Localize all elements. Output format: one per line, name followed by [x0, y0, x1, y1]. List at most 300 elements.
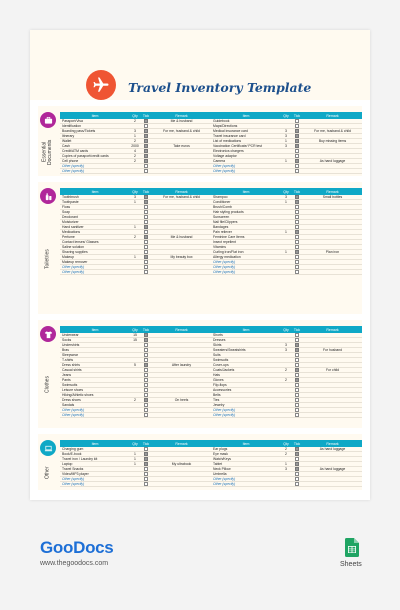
item-remark[interactable]: [303, 144, 362, 148]
item-remark[interactable]: [152, 393, 211, 397]
tick-checkbox[interactable]: [144, 398, 148, 402]
item-remark[interactable]: Small bottles: [322, 195, 343, 199]
item-qty[interactable]: [130, 210, 140, 214]
tick-checkbox[interactable]: [295, 398, 299, 402]
item-qty[interactable]: 1: [134, 457, 136, 461]
tick-checkbox[interactable]: [144, 144, 148, 148]
tick-checkbox[interactable]: [144, 195, 148, 199]
tick-checkbox[interactable]: [295, 154, 299, 158]
item-qty[interactable]: [281, 383, 291, 387]
tick-checkbox[interactable]: [144, 467, 148, 471]
item-qty[interactable]: 2: [134, 235, 136, 239]
tick-checkbox[interactable]: [295, 250, 299, 254]
item-name[interactable]: Brush/Comb: [213, 205, 232, 209]
item-name[interactable]: Travel insurance card: [213, 134, 246, 138]
item-qty[interactable]: 3: [285, 144, 287, 148]
item-remark[interactable]: [303, 353, 362, 357]
item-name[interactable]: Flip-flops: [213, 383, 227, 387]
tick-checkbox[interactable]: [295, 467, 299, 471]
tick-checkbox[interactable]: [295, 255, 299, 259]
item-name[interactable]: Socks: [62, 338, 72, 342]
item-remark[interactable]: [303, 363, 362, 367]
tick-checkbox[interactable]: [295, 119, 299, 123]
item-qty[interactable]: 1: [134, 200, 136, 204]
item-remark[interactable]: [152, 210, 211, 214]
item-remark[interactable]: [303, 477, 362, 481]
item-remark[interactable]: [303, 482, 362, 486]
tick-checkbox[interactable]: [295, 195, 299, 199]
tick-checkbox[interactable]: [144, 413, 148, 417]
item-remark[interactable]: As hand luggage: [319, 447, 346, 451]
item-name[interactable]: Swimsuits: [213, 358, 229, 362]
item-name[interactable]: Swimsuits: [62, 383, 78, 387]
tick-checkbox[interactable]: [144, 348, 148, 352]
item-name[interactable]: Belts: [213, 393, 221, 397]
item-name[interactable]: Itinerary: [62, 134, 75, 138]
item-name[interactable]: Conditioner: [213, 200, 231, 204]
item-remark[interactable]: My ultrabook: [171, 462, 192, 466]
item-name[interactable]: Medications: [62, 230, 81, 234]
item-remark[interactable]: [303, 205, 362, 209]
tick-checkbox[interactable]: [295, 477, 299, 481]
item-qty[interactable]: 1: [285, 200, 287, 204]
item-remark[interactable]: [152, 413, 211, 417]
item-qty[interactable]: [281, 358, 291, 362]
item-remark[interactable]: [303, 378, 362, 382]
item-name[interactable]: Accessories: [213, 388, 232, 392]
item-remark[interactable]: [152, 368, 211, 372]
item-name[interactable]: Saline solution: [62, 245, 85, 249]
item-remark[interactable]: [303, 215, 362, 219]
tick-checkbox[interactable]: [144, 220, 148, 224]
item-qty[interactable]: 2: [134, 139, 136, 143]
tick-checkbox[interactable]: [144, 154, 148, 158]
item-name[interactable]: Jewelry: [213, 403, 225, 407]
item-qty[interactable]: [130, 260, 140, 264]
item-qty[interactable]: [281, 240, 291, 244]
item-qty[interactable]: [281, 472, 291, 476]
item-qty[interactable]: [281, 260, 291, 264]
item-name[interactable]: Other (specify): [213, 482, 236, 486]
item-remark[interactable]: [303, 270, 362, 274]
tick-checkbox[interactable]: [295, 388, 299, 392]
item-qty[interactable]: [130, 447, 140, 451]
tick-checkbox[interactable]: [144, 403, 148, 407]
tick-checkbox[interactable]: [144, 482, 148, 486]
tick-checkbox[interactable]: [144, 353, 148, 357]
item-name[interactable]: Underwear: [62, 333, 79, 337]
item-name[interactable]: Ties: [213, 398, 220, 402]
item-name[interactable]: Other (specify): [62, 482, 85, 486]
item-remark[interactable]: [303, 358, 362, 362]
item-qty[interactable]: [281, 338, 291, 342]
item-remark[interactable]: [152, 205, 211, 209]
item-name[interactable]: Other (specify): [62, 169, 85, 173]
item-remark[interactable]: [303, 388, 362, 392]
tick-checkbox[interactable]: [144, 270, 148, 274]
item-name[interactable]: Undershirts: [62, 343, 80, 347]
item-name[interactable]: Nail file/Clippers: [213, 220, 238, 224]
item-remark[interactable]: [152, 388, 211, 392]
item-remark[interactable]: [152, 215, 211, 219]
item-name[interactable]: Other (specify): [213, 169, 236, 173]
item-remark[interactable]: [152, 477, 211, 481]
item-remark[interactable]: [303, 225, 362, 229]
item-qty[interactable]: [281, 124, 291, 128]
item-name[interactable]: Hiking/Athletic shoes: [62, 393, 94, 397]
item-qty[interactable]: [130, 353, 140, 357]
item-remark[interactable]: [303, 373, 362, 377]
item-qty[interactable]: [281, 215, 291, 219]
item-qty[interactable]: 2: [134, 119, 136, 123]
tick-checkbox[interactable]: [144, 393, 148, 397]
tick-checkbox[interactable]: [295, 205, 299, 209]
item-qty[interactable]: [130, 477, 140, 481]
item-remark[interactable]: [303, 472, 362, 476]
item-qty[interactable]: [130, 343, 140, 347]
item-remark[interactable]: [303, 383, 362, 387]
item-name[interactable]: Electronics chargers: [213, 149, 244, 153]
item-qty[interactable]: 3: [285, 467, 287, 471]
item-name[interactable]: Charging gum: [62, 447, 84, 451]
item-remark[interactable]: [152, 373, 211, 377]
tick-checkbox[interactable]: [295, 368, 299, 372]
item-remark[interactable]: [152, 265, 211, 269]
item-remark[interactable]: [303, 403, 362, 407]
tick-checkbox[interactable]: [295, 343, 299, 347]
item-qty[interactable]: [281, 205, 291, 209]
item-name[interactable]: Other (specify): [62, 265, 85, 269]
item-qty[interactable]: [281, 477, 291, 481]
tick-checkbox[interactable]: [295, 403, 299, 407]
item-qty[interactable]: 3: [134, 129, 136, 133]
item-qty[interactable]: [130, 482, 140, 486]
item-remark[interactable]: [303, 413, 362, 417]
item-remark[interactable]: [152, 164, 211, 168]
item-qty[interactable]: 1: [285, 462, 287, 466]
item-qty[interactable]: [130, 393, 140, 397]
item-name[interactable]: Dress shirts: [62, 363, 80, 367]
item-name[interactable]: Leisure shoes: [62, 388, 84, 392]
item-name[interactable]: Medical insurance card: [213, 129, 248, 133]
item-remark[interactable]: [152, 200, 211, 204]
item-name[interactable]: Feminine Care Items: [213, 235, 245, 239]
item-remark[interactable]: For me, husband & child: [163, 129, 200, 133]
item-name[interactable]: Other (specify): [213, 477, 236, 481]
item-name[interactable]: Travel Snacks: [62, 467, 84, 471]
item-name[interactable]: Identification: [62, 124, 82, 128]
item-qty[interactable]: [130, 403, 140, 407]
item-remark[interactable]: [152, 452, 211, 456]
item-qty[interactable]: 1: [134, 255, 136, 259]
item-remark[interactable]: As hand luggage: [319, 159, 346, 163]
item-name[interactable]: Camera: [213, 159, 226, 163]
item-name[interactable]: Bandages: [213, 225, 229, 229]
item-name[interactable]: Other (specify): [62, 408, 85, 412]
tick-checkbox[interactable]: [295, 338, 299, 342]
item-remark[interactable]: As hand luggage: [319, 467, 346, 471]
item-name[interactable]: Dresses: [213, 338, 226, 342]
item-qty[interactable]: [281, 210, 291, 214]
item-name[interactable]: Soap: [62, 210, 70, 214]
item-name[interactable]: Floss: [62, 205, 71, 209]
tick-checkbox[interactable]: [144, 358, 148, 362]
item-remark[interactable]: After laundry: [171, 363, 192, 367]
item-remark[interactable]: [303, 393, 362, 397]
item-name[interactable]: Maps/Directions: [213, 124, 238, 128]
tick-checkbox[interactable]: [144, 363, 148, 367]
item-remark[interactable]: [303, 200, 362, 204]
tick-checkbox[interactable]: [144, 245, 148, 249]
tick-checkbox[interactable]: [144, 338, 148, 342]
item-qty[interactable]: [130, 368, 140, 372]
item-name[interactable]: Boarding pass/Tickets: [62, 129, 96, 133]
item-qty[interactable]: [130, 358, 140, 362]
item-remark[interactable]: [152, 482, 211, 486]
item-name[interactable]: T-shirts: [62, 358, 74, 362]
tick-checkbox[interactable]: [144, 124, 148, 128]
item-qty[interactable]: 15: [133, 333, 137, 337]
item-remark[interactable]: [152, 169, 211, 173]
tick-checkbox[interactable]: [295, 447, 299, 451]
item-name[interactable]: Shorts: [213, 333, 223, 337]
item-qty[interactable]: 2: [285, 368, 287, 372]
item-qty[interactable]: 2000: [131, 144, 139, 148]
item-remark[interactable]: [303, 124, 362, 128]
item-remark[interactable]: [303, 134, 362, 138]
item-name[interactable]: Guidebook: [213, 119, 230, 123]
tick-checkbox[interactable]: [295, 240, 299, 244]
tick-checkbox[interactable]: [295, 235, 299, 239]
item-name[interactable]: Other (specify): [62, 164, 85, 168]
tick-checkbox[interactable]: [144, 472, 148, 476]
item-name[interactable]: Eye mask: [213, 452, 228, 456]
tick-checkbox[interactable]: [144, 210, 148, 214]
item-name[interactable]: Shampoo: [213, 195, 228, 199]
item-name[interactable]: Hair styling products: [213, 210, 244, 214]
item-name[interactable]: Hats: [213, 373, 220, 377]
tick-checkbox[interactable]: [295, 378, 299, 382]
tick-checkbox[interactable]: [295, 358, 299, 362]
item-name[interactable]: Coats/Jackets: [213, 368, 235, 372]
item-remark[interactable]: My beauty box: [170, 255, 193, 259]
item-qty[interactable]: 2: [134, 154, 136, 158]
tick-checkbox[interactable]: [295, 452, 299, 456]
item-remark[interactable]: [303, 154, 362, 158]
item-remark[interactable]: [152, 408, 211, 412]
tick-checkbox[interactable]: [295, 348, 299, 352]
item-name[interactable]: Copies of passport/credit cards: [62, 154, 109, 158]
tick-checkbox[interactable]: [295, 353, 299, 357]
item-qty[interactable]: [281, 164, 291, 168]
tick-checkbox[interactable]: [144, 368, 148, 372]
tick-checkbox[interactable]: [295, 210, 299, 214]
item-name[interactable]: Laptop: [62, 462, 73, 466]
item-qty[interactable]: [130, 124, 140, 128]
item-remark[interactable]: [303, 398, 362, 402]
item-name[interactable]: Makeup: [62, 255, 75, 259]
item-name[interactable]: Deodorant: [62, 215, 78, 219]
item-qty[interactable]: 1: [134, 225, 136, 229]
item-remark[interactable]: [152, 333, 211, 337]
tick-checkbox[interactable]: [144, 477, 148, 481]
item-remark[interactable]: [152, 134, 211, 138]
item-name[interactable]: Other (specify): [62, 413, 85, 417]
item-remark[interactable]: [152, 353, 211, 357]
item-name[interactable]: Toothbrush: [62, 195, 79, 199]
item-qty[interactable]: [281, 353, 291, 357]
item-remark[interactable]: [152, 245, 211, 249]
item-name[interactable]: Pants: [62, 378, 71, 382]
goodocs-url[interactable]: www.thegoodocs.com: [40, 560, 109, 567]
item-qty[interactable]: [281, 169, 291, 173]
tick-checkbox[interactable]: [144, 200, 148, 204]
item-name[interactable]: Video/MP3 player: [62, 472, 89, 476]
item-name[interactable]: Gloves: [213, 378, 224, 382]
item-remark[interactable]: [152, 472, 211, 476]
item-qty[interactable]: [130, 250, 140, 254]
item-qty[interactable]: 4: [134, 149, 136, 153]
item-qty[interactable]: [281, 245, 291, 249]
item-remark[interactable]: [152, 124, 211, 128]
item-remark[interactable]: [152, 225, 211, 229]
item-name[interactable]: Dress shoes: [62, 398, 81, 402]
item-remark[interactable]: [152, 159, 211, 163]
item-name[interactable]: Hand sanitizer: [62, 225, 84, 229]
item-name[interactable]: Other (specify): [213, 270, 236, 274]
item-name[interactable]: Credit/ATM cards: [62, 149, 89, 153]
item-qty[interactable]: [281, 225, 291, 229]
tick-checkbox[interactable]: [295, 215, 299, 219]
item-name[interactable]: Shaving supplies: [62, 250, 88, 254]
item-name[interactable]: Allergy medication: [213, 255, 241, 259]
item-remark[interactable]: [152, 457, 211, 461]
item-name[interactable]: Passport/Visa: [62, 119, 83, 123]
tick-checkbox[interactable]: [144, 119, 148, 123]
tick-checkbox[interactable]: [295, 124, 299, 128]
item-qty[interactable]: [281, 403, 291, 407]
item-remark[interactable]: [152, 149, 211, 153]
item-qty[interactable]: [281, 220, 291, 224]
item-qty[interactable]: [130, 378, 140, 382]
tick-checkbox[interactable]: [144, 240, 148, 244]
item-remark[interactable]: [152, 447, 211, 451]
item-remark[interactable]: [303, 255, 362, 259]
item-qty[interactable]: [130, 164, 140, 168]
tick-checkbox[interactable]: [295, 393, 299, 397]
item-remark[interactable]: For me, husband & child: [314, 129, 351, 133]
item-name[interactable]: Casual shirts: [62, 368, 82, 372]
item-remark[interactable]: [152, 270, 211, 274]
item-name[interactable]: Neck Pillow: [213, 467, 231, 471]
item-name[interactable]: Contact lenses/ Glasses: [62, 240, 99, 244]
item-remark[interactable]: Me & husband: [170, 235, 193, 239]
item-name[interactable]: Cash: [62, 144, 70, 148]
item-name[interactable]: Sweaters/Sweatshirts: [213, 348, 246, 352]
tick-checkbox[interactable]: [295, 225, 299, 229]
item-qty[interactable]: [281, 388, 291, 392]
item-qty[interactable]: [281, 363, 291, 367]
item-remark[interactable]: [303, 408, 362, 412]
tick-checkbox[interactable]: [144, 205, 148, 209]
item-remark[interactable]: [152, 260, 211, 264]
tick-checkbox[interactable]: [295, 270, 299, 274]
item-name[interactable]: Suits: [213, 353, 221, 357]
item-remark[interactable]: [303, 235, 362, 239]
item-qty[interactable]: [130, 472, 140, 476]
item-remark[interactable]: [152, 378, 211, 382]
item-name[interactable]: Umbrella: [213, 472, 227, 476]
item-name[interactable]: Ear plugs: [213, 447, 228, 451]
item-name[interactable]: Sandals: [62, 403, 75, 407]
tick-checkbox[interactable]: [144, 169, 148, 173]
item-name[interactable]: Moisturizer: [62, 220, 79, 224]
item-name[interactable]: Tablet: [213, 462, 223, 466]
item-remark[interactable]: [303, 265, 362, 269]
tick-checkbox[interactable]: [295, 462, 299, 466]
item-qty[interactable]: [281, 149, 291, 153]
tick-checkbox[interactable]: [295, 265, 299, 269]
item-qty[interactable]: 2: [285, 447, 287, 451]
item-name[interactable]: Perfume: [62, 235, 75, 239]
tick-checkbox[interactable]: [295, 245, 299, 249]
item-name[interactable]: Skirts: [213, 343, 222, 347]
item-qty[interactable]: [281, 265, 291, 269]
tick-checkbox[interactable]: [295, 169, 299, 173]
item-qty[interactable]: [130, 373, 140, 377]
tick-checkbox[interactable]: [144, 388, 148, 392]
tick-checkbox[interactable]: [144, 378, 148, 382]
tick-checkbox[interactable]: [144, 457, 148, 461]
tick-checkbox[interactable]: [144, 343, 148, 347]
item-remark[interactable]: [303, 338, 362, 342]
tick-checkbox[interactable]: [295, 149, 299, 153]
item-qty[interactable]: [281, 373, 291, 377]
item-remark[interactable]: [152, 467, 211, 471]
item-name[interactable]: Vitamins: [213, 245, 226, 249]
item-qty[interactable]: [130, 265, 140, 269]
item-remark[interactable]: On heels: [174, 398, 189, 402]
tick-checkbox[interactable]: [295, 260, 299, 264]
item-qty[interactable]: [281, 393, 291, 397]
item-name[interactable]: Book/E-book: [62, 452, 82, 456]
tick-checkbox[interactable]: [295, 408, 299, 412]
item-qty[interactable]: 3: [285, 134, 287, 138]
item-qty[interactable]: [130, 245, 140, 249]
item-remark[interactable]: Plan iron: [325, 250, 340, 254]
item-qty[interactable]: 3: [285, 129, 287, 133]
tick-checkbox[interactable]: [144, 225, 148, 229]
item-remark[interactable]: [303, 169, 362, 173]
item-name[interactable]: Other (specify): [62, 477, 85, 481]
item-name[interactable]: Other (specify): [213, 413, 236, 417]
item-remark[interactable]: [152, 139, 211, 143]
item-qty[interactable]: [281, 333, 291, 337]
item-name[interactable]: Vaccination Certificate/ PCR test: [213, 144, 262, 148]
item-name[interactable]: Other (specify): [213, 260, 236, 264]
tick-checkbox[interactable]: [295, 472, 299, 476]
item-qty[interactable]: [130, 230, 140, 234]
item-remark[interactable]: [303, 240, 362, 244]
item-qty[interactable]: [130, 383, 140, 387]
tick-checkbox[interactable]: [144, 452, 148, 456]
item-qty[interactable]: 15: [133, 338, 137, 342]
tick-checkbox[interactable]: [144, 230, 148, 234]
item-qty[interactable]: 1: [134, 462, 136, 466]
tick-checkbox[interactable]: [295, 413, 299, 417]
item-qty[interactable]: 1: [285, 139, 287, 143]
tick-checkbox[interactable]: [144, 447, 148, 451]
